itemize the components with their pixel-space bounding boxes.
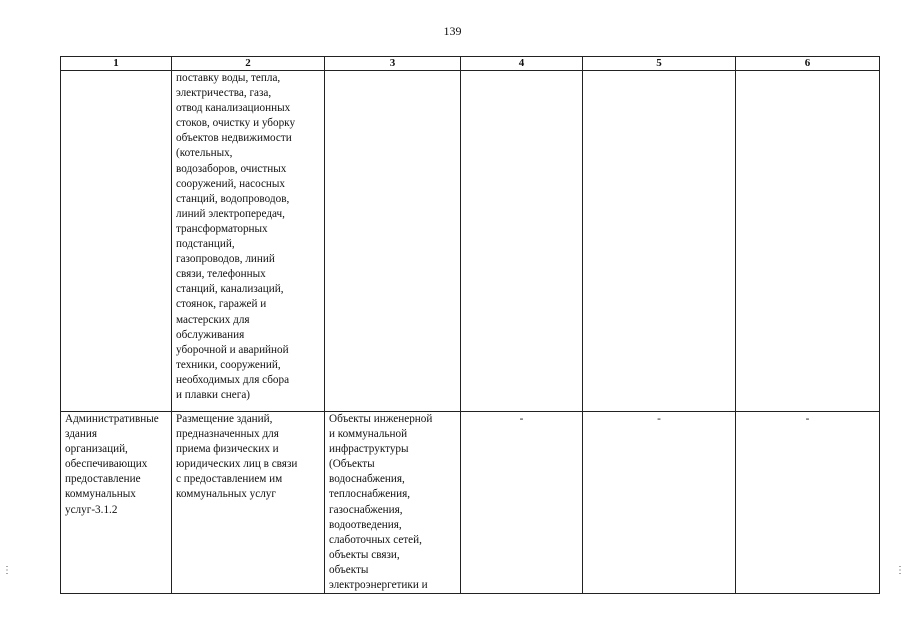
cell-col6: - (736, 412, 880, 594)
column-header-4: 4 (461, 57, 583, 71)
scan-edge-mark-right: ⋮ (895, 565, 905, 576)
cell-text: поставку воды, тепла, электричества, газа, отвод канализационных стоков, очистку и уборку объектов недвижимости (котельных, водозаборов, очистных сооружений, насосных станций, водопроводов, линий электропередач, трансформаторных подстанций, газопроводов, линий связи, телефонных станций, канализаций, стоянок, гаражей и мастерских для обслуживания уборочной и аварийной техники, сооружений, необходимых для сбора и плавки снега) (176, 72, 296, 401)
cell-text: Размещение зданий, предназначенных для приема физических и юридических лиц в связи с предоставлением им коммунальных услуг (176, 413, 298, 501)
table-row (61, 412, 880, 594)
cell-col4: - (461, 412, 583, 594)
cell-empty (61, 71, 172, 412)
zoning-table (60, 56, 880, 594)
cell-empty (583, 71, 736, 412)
cell-text: Объекты инженерной и коммунальной инфраструктуры (Объекты водоснабжения, теплоснабжения, газоснабжения, водоотведения, слаботочных сетей, объекты связи, объекты электроэнергетики и (329, 413, 433, 592)
cell-use-type (61, 412, 172, 594)
column-header-2: 2 (172, 57, 325, 71)
table-row-continuation (61, 71, 880, 412)
cell-col5: - (583, 412, 736, 594)
cell-empty (736, 71, 880, 412)
cell-use-description (172, 412, 325, 594)
column-header-6: 6 (736, 57, 880, 71)
cell-permitted-use-description-continued (172, 71, 325, 412)
page-number: 139 (443, 24, 462, 38)
column-header-1: 1 (61, 57, 172, 71)
scan-edge-mark-left: ⋮ (2, 565, 12, 576)
cell-text: Административные здания организаций, обеспечивающих предоставление коммунальных услуг-3.1.2 (65, 413, 159, 516)
cell-empty (461, 71, 583, 412)
column-header-3: 3 (325, 57, 461, 71)
cell-related-objects (325, 412, 461, 594)
column-header-5: 5 (583, 57, 736, 71)
table-header-row (61, 57, 880, 71)
cell-empty (325, 71, 461, 412)
